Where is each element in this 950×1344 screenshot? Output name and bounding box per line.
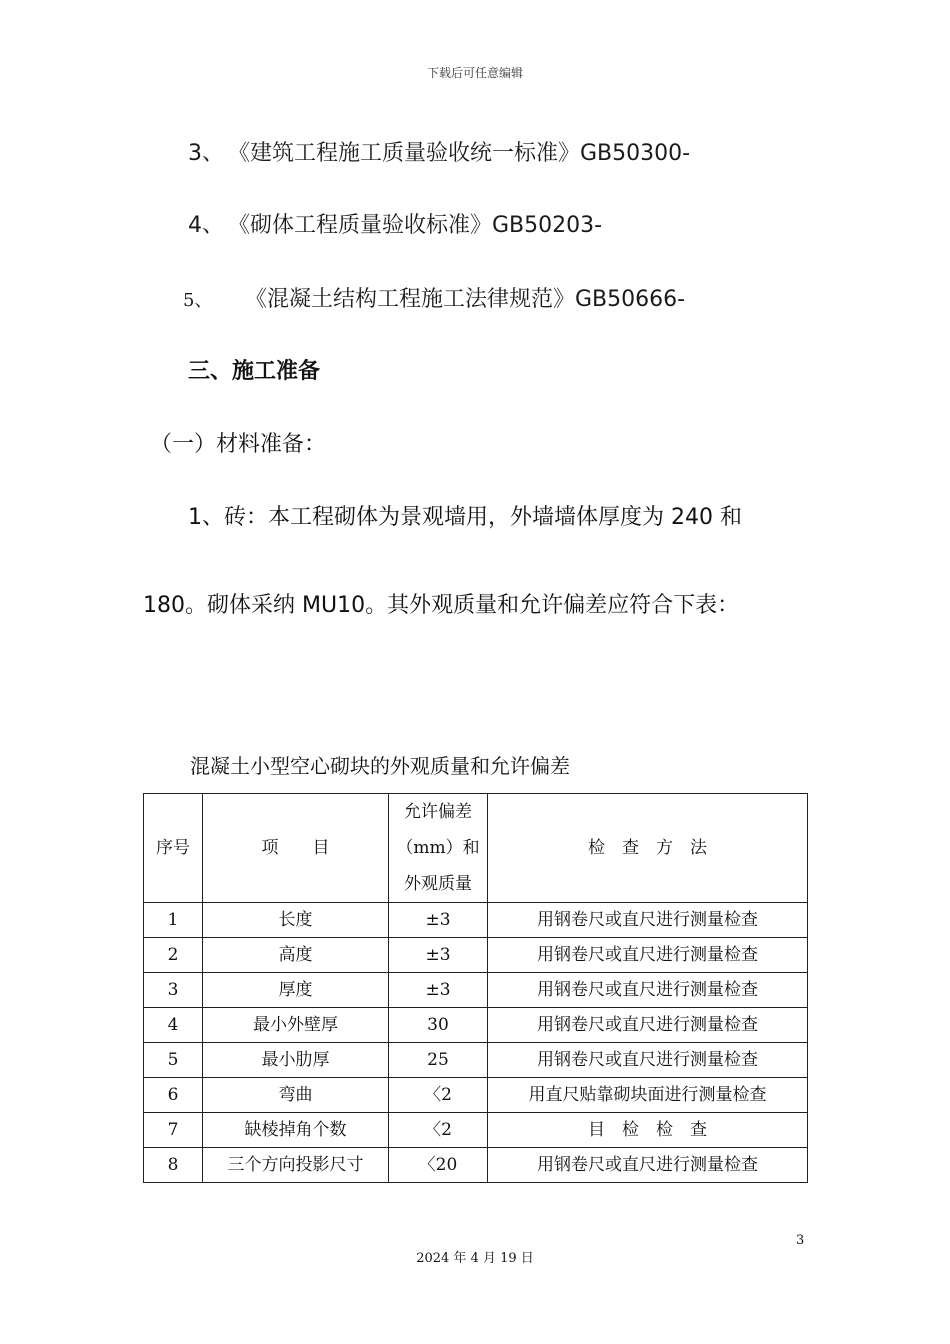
header-method: 检 查 方 法 bbox=[488, 794, 808, 903]
cell-index: 2 bbox=[144, 938, 203, 973]
cell-index: 8 bbox=[144, 1148, 203, 1183]
cell-index: 6 bbox=[144, 1078, 203, 1113]
cell-item: 厚度 bbox=[203, 973, 389, 1008]
footer-date: 2024 年 4 月 19 日 bbox=[416, 1251, 534, 1266]
cell-item: 最小外壁厚 bbox=[203, 1008, 389, 1043]
subsection-heading: （一）材料准备： bbox=[150, 432, 327, 457]
table-row bbox=[144, 1113, 808, 1148]
cell-tolerance: 〈2 bbox=[389, 1113, 488, 1148]
table-row bbox=[144, 903, 808, 938]
reference-number: 4、 bbox=[188, 213, 224, 238]
reference-item bbox=[188, 136, 690, 167]
table-row bbox=[144, 1148, 808, 1183]
cell-tolerance: ±3 bbox=[389, 903, 488, 938]
cell-index: 4 bbox=[144, 1008, 203, 1043]
header-tolerance bbox=[389, 794, 488, 903]
cell-tolerance: 30 bbox=[389, 1008, 488, 1043]
cell-method: 用钢卷尺或直尺进行测量检查 bbox=[488, 1008, 808, 1043]
cell-tolerance: 25 bbox=[389, 1043, 488, 1078]
reference-number: 3、 bbox=[188, 141, 224, 166]
header-tolerance-line: （mm）和 bbox=[396, 838, 480, 858]
section-heading: 三、施工准备 bbox=[188, 359, 321, 384]
cell-tolerance: 〈2 bbox=[389, 1078, 488, 1113]
reference-item bbox=[188, 208, 602, 239]
reference-number: 5、 bbox=[183, 290, 213, 311]
cell-index: 3 bbox=[144, 973, 203, 1008]
cell-method: 用钢卷尺或直尺进行测量检查 bbox=[488, 1148, 808, 1183]
cell-method: 目 检 检 查 bbox=[488, 1113, 808, 1148]
reference-text: 《砌体工程质量验收标准》GB50203- bbox=[228, 213, 603, 238]
cell-item: 弯曲 bbox=[203, 1078, 389, 1113]
cell-item: 三个方向投影尺寸 bbox=[203, 1148, 389, 1183]
cell-item: 最小肋厚 bbox=[203, 1043, 389, 1078]
cell-method: 用钢卷尺或直尺进行测量检查 bbox=[488, 973, 808, 1008]
cell-tolerance: ±3 bbox=[389, 938, 488, 973]
cell-tolerance: ±3 bbox=[389, 973, 488, 1008]
header-item: 项 目 bbox=[203, 794, 389, 903]
cell-tolerance: 〈20 bbox=[389, 1148, 488, 1183]
cell-item: 缺棱掉角个数 bbox=[203, 1113, 389, 1148]
cell-method: 用直尺贴靠砌块面进行测量检查 bbox=[488, 1078, 808, 1113]
cell-item: 长度 bbox=[203, 903, 389, 938]
table-row bbox=[144, 973, 808, 1008]
paragraph-line: 1、砖：本工程砌体为景观墙用，外墙墙体厚度为 240 和 bbox=[188, 505, 742, 530]
paragraph-line: 180。砌体采纳 MU10。其外观质量和允许偏差应符合下表： bbox=[143, 593, 740, 618]
header-note: 下载后可任意编辑 bbox=[426, 66, 523, 80]
cell-method: 用钢卷尺或直尺进行测量检查 bbox=[488, 1043, 808, 1078]
tolerance-table bbox=[143, 793, 808, 1183]
table-header-row bbox=[144, 794, 808, 903]
table-row bbox=[144, 1008, 808, 1043]
cell-item: 高度 bbox=[203, 938, 389, 973]
page-number: 3 bbox=[796, 1233, 805, 1248]
header-tolerance-line: 外观质量 bbox=[404, 874, 472, 894]
header-tolerance-line: 允许偏差 bbox=[404, 802, 472, 822]
cell-method: 用钢卷尺或直尺进行测量检查 bbox=[488, 903, 808, 938]
cell-index: 7 bbox=[144, 1113, 203, 1148]
table-row bbox=[144, 1078, 808, 1113]
cell-index: 5 bbox=[144, 1043, 203, 1078]
cell-index: 1 bbox=[144, 903, 203, 938]
reference-text: 《建筑工程施工质量验收统一标准》GB50300- bbox=[228, 141, 691, 166]
cell-method: 用钢卷尺或直尺进行测量检查 bbox=[488, 938, 808, 973]
table-row bbox=[144, 1043, 808, 1078]
reference-item bbox=[183, 282, 685, 313]
table-row bbox=[144, 938, 808, 973]
table-title: 混凝土小型空心砌块的外观质量和允许偏差 bbox=[190, 754, 570, 778]
header-index: 序号 bbox=[144, 794, 203, 903]
reference-text: 《混凝土结构工程施工法律规范》GB50666- bbox=[245, 287, 686, 312]
